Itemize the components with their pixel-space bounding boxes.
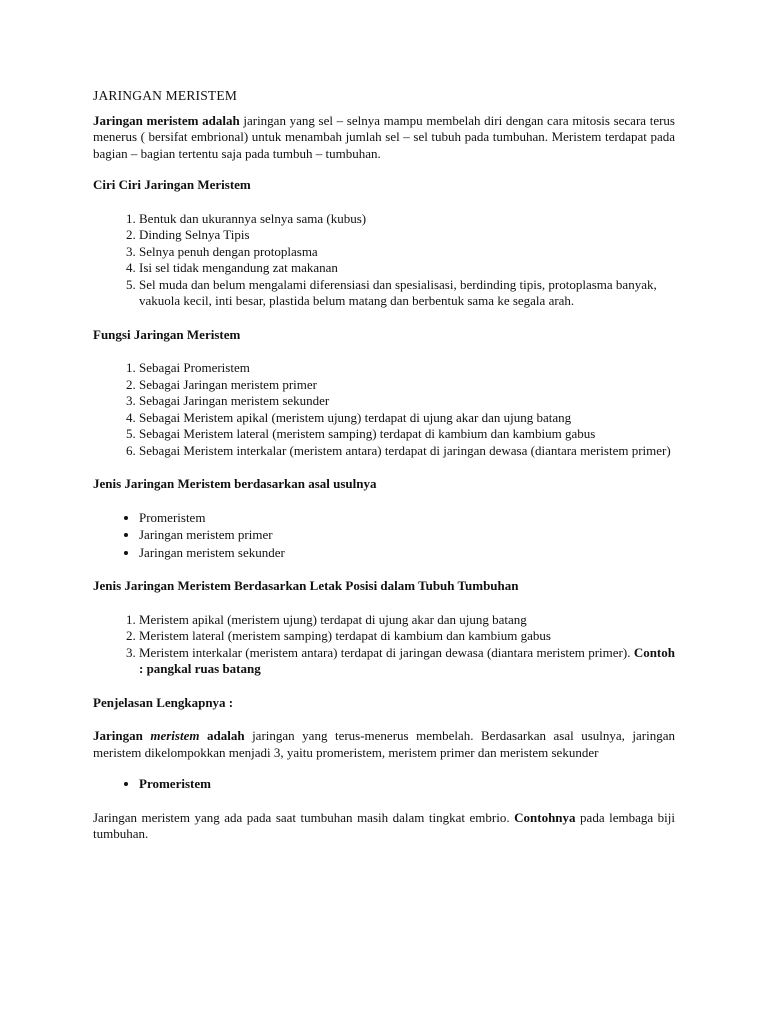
fungsi-heading: Fungsi Jaringan Meristem [93,326,241,342]
intro-text: jaringan yang sel – selnya mampu membelah diri dengan cara mitosis secara terus menerus ( bersifat embrional) untuk menambah jumlah sel – sel tubuh pada tumbuhan. Meristem terdapat pada bagian – bagian tertentu saja pada tumbuh – tumbuhan. [93,112,675,161]
list-item: 3. Sebagai Jaringan meristem sekunder [139,393,675,410]
list-item: 5. Sebagai Meristem lateral (meristem samping) terdapat di kambium dan kambium gabus [139,426,675,443]
promeristem-heading: Promeristem [139,776,211,791]
list-item: 1. Sebagai Promeristem [139,360,675,377]
intro-lead: Jaringan meristem adalah [93,112,240,128]
list-item: • Jaringan meristem primer [139,527,675,544]
jenis-asal-heading: Jenis Jaringan Meristem berdasarkan asal usulnya [93,476,377,491]
list-item: • Jaringan meristem sekunder [139,545,675,562]
list-item: 4. Sebagai Meristem apikal (meristem ujung) terdapat di ujung akar dan ujung batang [139,410,675,427]
list-item: 3. Selnya penuh dengan protoplasma [139,244,675,261]
list-item: 5. Sel muda dan belum mengalami diferensiasi dan spesialisasi, berdinding tipis, protoplasma banyak, vakuola kecil, inti besar, plastida belum matang dan berbentuk sama ke segala arah. [139,277,675,310]
document-content [93,88,675,843]
list-item [139,776,675,793]
penjelasan-text: jaringan yang terus-menerus membelah. Berdasarkan asal usulnya, jaringan meristem dikelompokkan menjadi 3, yaitu promeristem, meristem primer dan meristem sekunder [93,728,675,760]
list-item: 6. Sebagai Meristem interkalar (meristem antara) terdapat di jaringan dewasa (diantara meristem primer) [139,443,675,460]
ciri-heading: Ciri Ciri Jaringan Meristem [93,177,251,192]
penjelasan-paragraph [93,728,675,761]
item-text: Meristem interkalar (meristem antara) terdapat di jaringan dewasa (diantara meristem primer). [139,644,634,660]
penjelasan-lead-c: adalah [199,728,245,743]
list-item: 1. Meristem apikal (meristem ujung) terdapat di ujung akar dan ujung batang [139,612,675,629]
promeristem-tail: pada lembaga biji tumbuhan. [93,809,675,841]
ciri-list [93,211,675,310]
intro-paragraph [93,113,675,163]
list-item: 1. Bentuk dan ukurannya selnya sama (kubus) [139,211,675,228]
jenis-letak-heading: Jenis Jaringan Meristem Berdasarkan Letak Posisi dalam Tubuh Tumbuhan [93,578,519,593]
penjelasan-lead-a: Jaringan [93,728,151,743]
page-title: JARINGAN MERISTEM [93,88,238,103]
penjelasan-lead-b: meristem [150,728,200,743]
promeristem-heading-list [93,776,675,793]
promeristem-bold: Contohnya [514,809,576,825]
list-item: 4. Isi sel tidak mengandung zat makanan [139,260,675,277]
penjelasan-heading: Penjelasan Lengkapnya : [93,694,234,710]
promeristem-text: Jaringan meristem yang ada pada saat tumbuhan masih dalam tingkat embrio. [93,809,515,825]
example-label: Contoh : pangkal ruas batang [139,644,675,676]
jenis-asal-list [93,510,675,562]
list-item: 2. Meristem lateral (meristem samping) terdapat di kambium dan kambium gabus [139,628,675,645]
list-item: 2. Dinding Selnya Tipis [139,227,675,244]
list-item [139,645,675,678]
list-item: 2. Sebagai Jaringan meristem primer [139,377,675,394]
fungsi-list [93,360,675,459]
promeristem-paragraph [93,810,675,843]
list-item: • Promeristem [139,510,675,527]
jenis-letak-list [93,612,675,678]
